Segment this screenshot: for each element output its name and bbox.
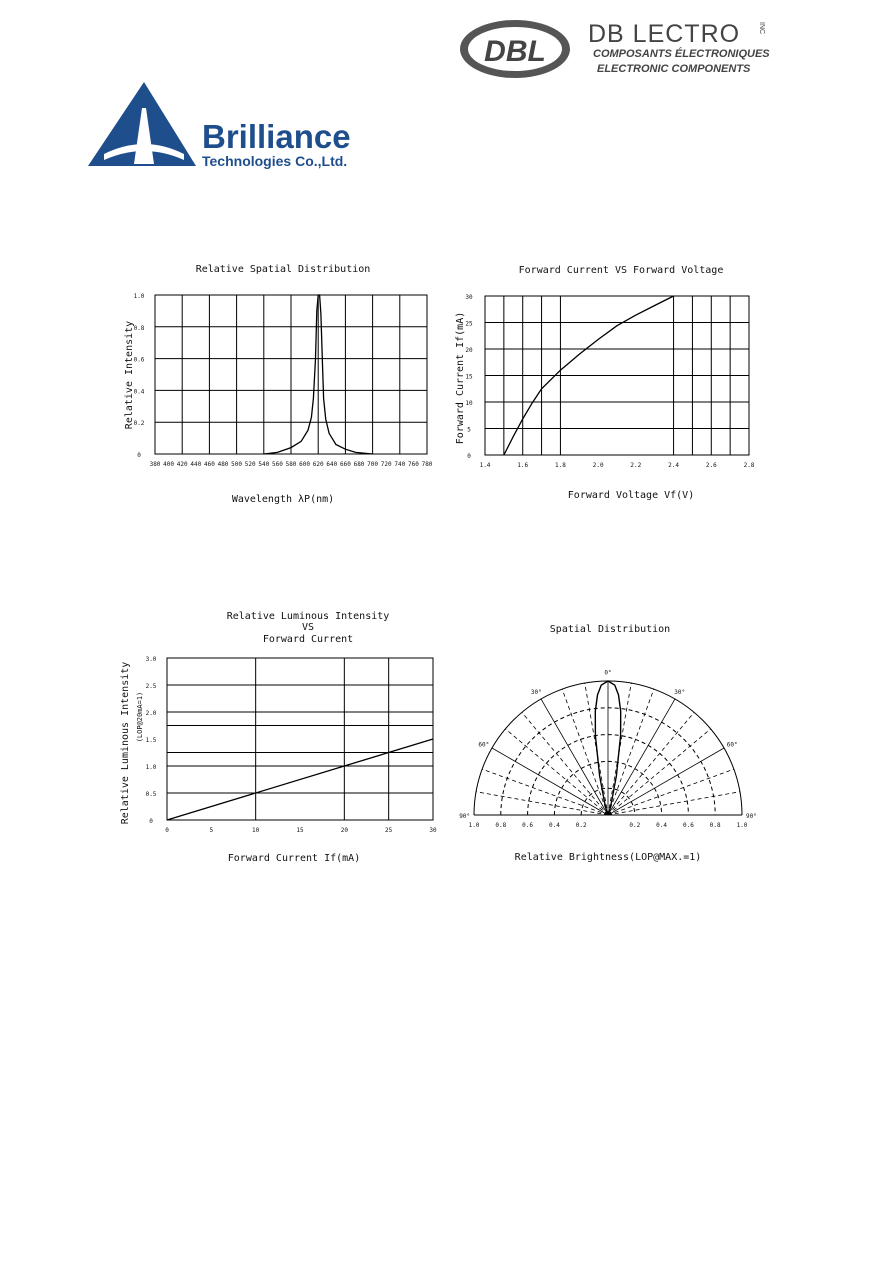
luminous-chart xyxy=(110,605,450,870)
iv-xtick-label: 1.6 xyxy=(517,462,529,469)
iv-ytick-label: 15 xyxy=(465,373,473,381)
spectrum-title: Relative Spatial Distribution xyxy=(195,264,371,275)
spectrum-xtick-label: 480 xyxy=(217,461,229,468)
spectrum-ytick-label: 1.0 xyxy=(133,293,145,300)
spectrum-xtick-label: 640 xyxy=(326,461,338,468)
spectrum-xtick-label: 520 xyxy=(244,461,256,468)
dbl-english-line: ELECTRONIC COMPONENTS xyxy=(597,63,751,75)
luminous-ytick-label: 0 xyxy=(149,818,153,825)
luminous-xtick-label: 10 xyxy=(252,827,260,834)
luminous-ytick-label: 3.0 xyxy=(145,656,157,663)
luminous-ytick-label: 1.5 xyxy=(145,737,157,744)
spectrum-xtick-label: 720 xyxy=(380,461,392,468)
iv-xtick-label: 1.4 xyxy=(479,462,491,469)
polar-radial-label: 1.0 xyxy=(468,822,480,829)
polar-radial-label: 0.2 xyxy=(629,822,641,829)
dbl-french-line: COMPOSANTS ÉLECTRONIQUES xyxy=(593,48,770,60)
luminous-chart-svg xyxy=(110,605,450,870)
iv-ytick-label: 25 xyxy=(465,320,473,328)
iv-ytick-label: 0 xyxy=(467,453,471,460)
luminous-xtick-label: 20 xyxy=(340,827,348,834)
luminous-title-line-3: Forward Current xyxy=(262,634,354,645)
spectrum-ylabel: Relative Intensity xyxy=(124,320,135,430)
iv-chart-svg xyxy=(450,258,770,510)
dblectro-logo-mark xyxy=(455,16,775,82)
dbl-inc: INC xyxy=(758,22,765,35)
spectrum-plot-area xyxy=(134,293,433,468)
iv-plot-area xyxy=(465,294,754,469)
polar-chart xyxy=(450,618,770,868)
iv-title: Forward Current VS Forward Voltage xyxy=(518,265,724,276)
dbl-name: DB LECTRO xyxy=(588,20,741,48)
spectrum-ytick-label: 0.8 xyxy=(133,324,145,332)
spectrum-xtick-label: 660 xyxy=(339,461,351,468)
luminous-ytick-label: 0.5 xyxy=(145,791,157,798)
polar-radial-label: 0.8 xyxy=(495,822,507,829)
iv-ytick-label: 5 xyxy=(467,426,471,434)
spectrum-xtick-label: 560 xyxy=(271,461,283,468)
luminous-ytick-label: 2.5 xyxy=(145,683,157,690)
spectrum-ytick-label: 0 xyxy=(137,452,141,459)
spectrum-ytick-label: 0.6 xyxy=(133,356,145,364)
spectrum-xtick-label: 600 xyxy=(299,461,311,468)
polar-radial-label: 0.2 xyxy=(575,822,587,829)
spectrum-xtick-label: 740 xyxy=(394,461,406,468)
iv-xtick-label: 2.2 xyxy=(630,462,642,469)
polar-radial-label: 0.6 xyxy=(682,822,694,829)
spectrum-xtick-label: 620 xyxy=(312,461,324,468)
iv-xtick-label: 1.8 xyxy=(555,462,566,469)
spectrum-xtick-label: 580 xyxy=(285,461,297,468)
luminous-title-line-1: Relative Luminous Intensity xyxy=(226,611,390,622)
polar-xlabel: Relative Brightness(LOP@MAX.=1) xyxy=(514,852,702,863)
spectrum-xtick-label: 700 xyxy=(367,461,379,468)
polar-angle-label: 60° xyxy=(726,741,738,749)
polar-chart-svg xyxy=(450,618,770,868)
iv-ytick-label: 30 xyxy=(465,294,473,301)
iv-ylabel: Forward Current If(mA) xyxy=(455,311,466,445)
spectrum-xtick-label: 380 xyxy=(149,461,161,468)
brilliance-name: Brilliance xyxy=(202,118,351,155)
spectrum-xtick-label: 440 xyxy=(190,461,202,468)
iv-chart xyxy=(450,258,770,510)
dbl-badge-text: DBL xyxy=(484,35,546,68)
iv-xtick-label: 2.4 xyxy=(668,462,679,469)
polar-radial-label: 1.0 xyxy=(736,822,748,829)
polar-angle-label: 90° xyxy=(745,813,757,820)
spectrum-ytick-label: 0.2 xyxy=(133,420,145,428)
luminous-plot-area xyxy=(146,656,437,834)
spectrum-chart xyxy=(110,258,440,510)
spectrum-xtick-label: 540 xyxy=(258,461,270,468)
luminous-xtick-label: 5 xyxy=(209,827,214,834)
polar-angle-label: 30° xyxy=(674,688,686,696)
polar-radial-label: 0.4 xyxy=(548,822,560,829)
luminous-frame xyxy=(167,658,433,820)
spectrum-ytick-label: 0.4 xyxy=(133,388,145,396)
spectrum-xtick-label: 460 xyxy=(203,461,215,468)
spectrum-xlabel: Wavelength λP(nm) xyxy=(231,494,335,505)
luminous-ytick-label: 1.0 xyxy=(145,764,157,771)
spectrum-xtick-label: 680 xyxy=(353,461,365,468)
polar-radial-label: 0.4 xyxy=(656,822,668,829)
polar-title: Spatial Distribution xyxy=(549,624,671,635)
iv-xtick-label: 2.8 xyxy=(743,462,755,469)
polar-radial-label: 0.6 xyxy=(522,822,534,829)
polar-angle-label: 60° xyxy=(478,741,490,749)
iv-ytick-label: 10 xyxy=(465,400,473,407)
iv-ytick-label: 20 xyxy=(465,347,473,354)
iv-xtick-label: 2.0 xyxy=(592,462,604,469)
spectrum-xtick-label: 400 xyxy=(163,461,175,468)
luminous-ylabel-note: (LOP@20mA=1) xyxy=(136,691,144,743)
polar-radial-label: 0.8 xyxy=(709,822,721,829)
polar-angle-label: 30° xyxy=(530,688,542,696)
iv-xtick-label: 2.6 xyxy=(705,462,717,469)
luminous-xtick-label: 25 xyxy=(385,827,393,834)
spectrum-chart-svg xyxy=(110,258,440,510)
luminous-xtick-label: 30 xyxy=(429,827,437,834)
polar-angle-label: 90° xyxy=(459,813,471,820)
spectrum-xtick-label: 500 xyxy=(231,461,243,468)
polar-plot-area xyxy=(459,670,757,829)
luminous-series-line xyxy=(167,739,433,820)
brilliance-logo-mark xyxy=(86,78,376,174)
luminous-xlabel: Forward Current If(mA) xyxy=(227,853,361,864)
luminous-ytick-label: 2.0 xyxy=(145,710,157,717)
luminous-xtick-label: 15 xyxy=(296,827,304,834)
luminous-title-line-2: VS xyxy=(301,622,315,633)
luminous-xtick-label: 0 xyxy=(165,827,169,834)
luminous-ylabel: Relative Luminous Intensity xyxy=(120,661,131,825)
spectrum-xtick-label: 420 xyxy=(176,461,188,468)
dblectro-logo xyxy=(455,16,775,82)
brilliance-logo xyxy=(86,78,376,174)
spectrum-xtick-label: 780 xyxy=(421,461,433,468)
iv-xlabel: Forward Voltage Vf(V) xyxy=(567,490,695,501)
spectrum-xtick-label: 760 xyxy=(407,461,419,468)
polar-angle-label: 0° xyxy=(604,669,612,677)
brilliance-sub: Technologies Co.,Ltd. xyxy=(202,153,348,169)
